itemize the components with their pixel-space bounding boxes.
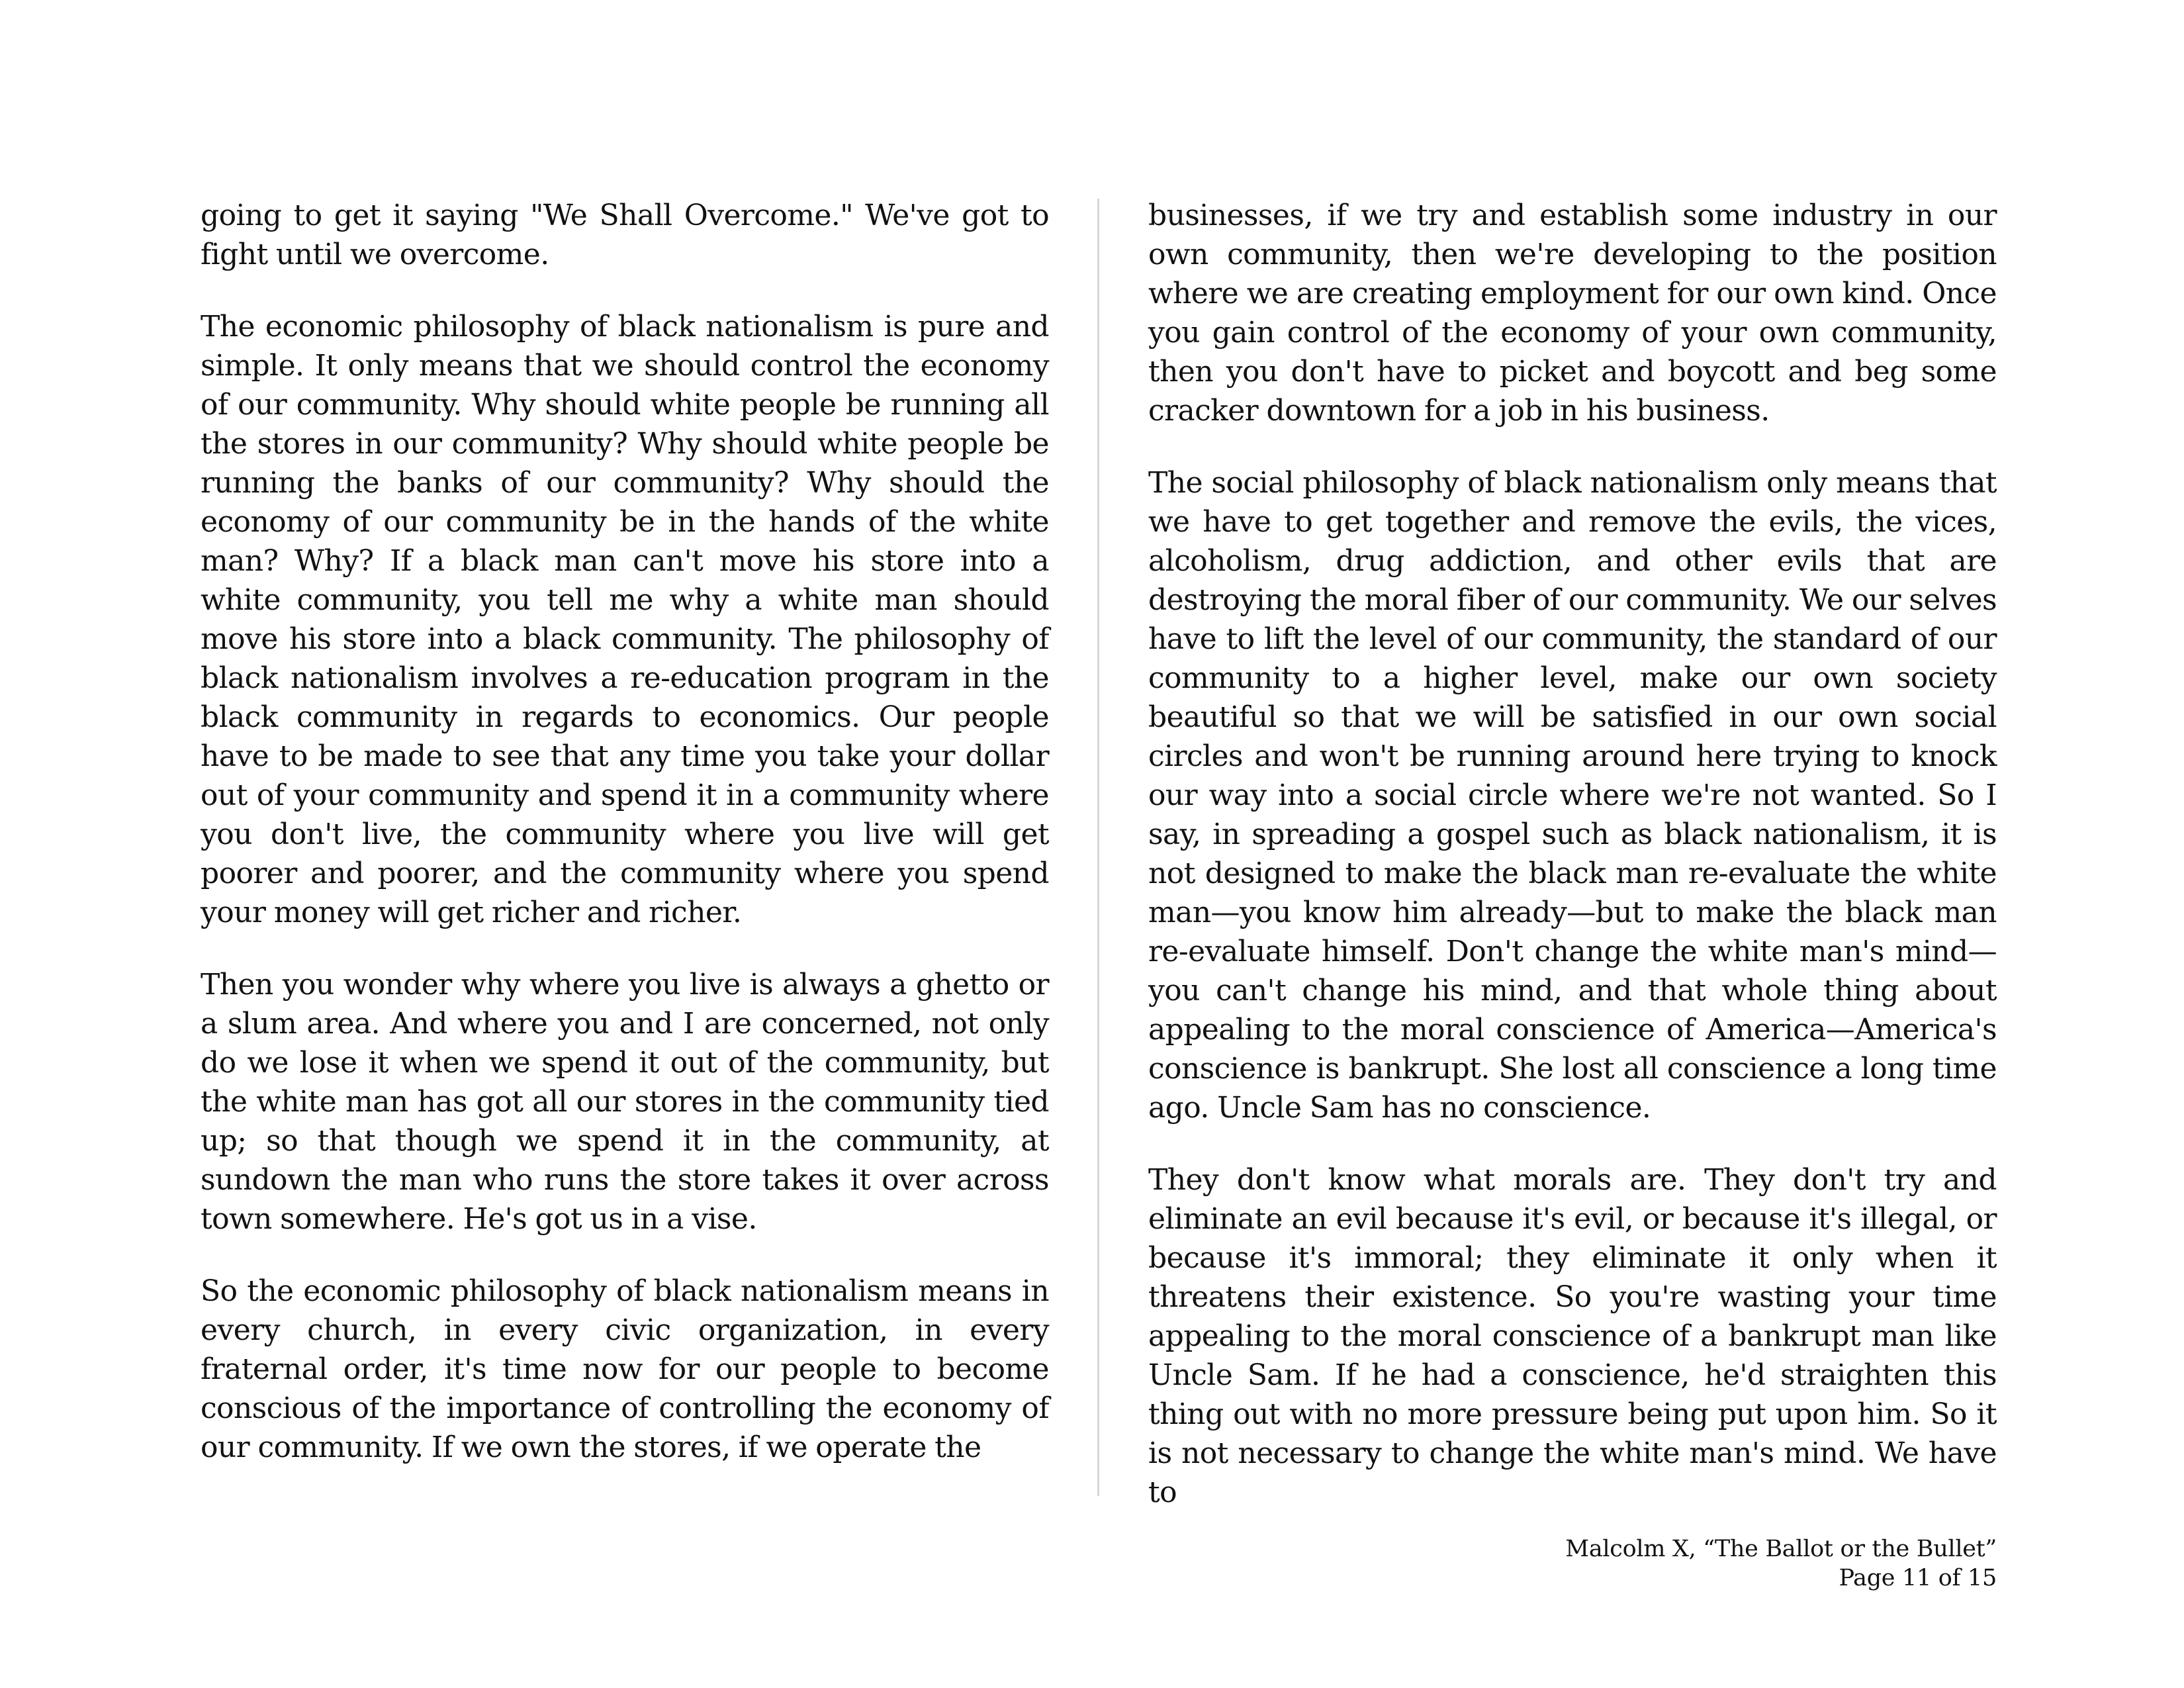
left-column [201,196,1049,1467]
page-footer [1565,1534,1997,1593]
paragraph: The social philosophy of black nationalism only means that we have to get together and remove the evils, the vices, alcoholism, drug addiction, and other evils that are destroying the moral fiber of our community. We our selves have to lift the level of our community, the standard of our community to a higher level, make our own society beautiful so that we will be satisfied in our own social circles and won't be running around here trying to knock our way into a social circle where we're not wanted. So I say, in spreading a gospel such as black nationalism, it is not designed to make the black man re-evaluate the white man—you know him already—but to make the black man re-evaluate himself. Don't change the white man's mind—you can't change his mind, and that whole thing about appealing to the moral conscience of America—America's conscience is bankrupt. She lost all conscience a long time ago. Uncle Sam has no conscience. [1148,466,1997,1125]
paragraph: businesses, if we try and establish some industry in our own community, then we're developing to the position where we are creating employment for our own kind. Once you gain control of the economy of your own community, then you don't have to picket and boycott and beg some cracker downtown for a job in his business. [1148,199,1997,428]
paragraph: So the economic philosophy of black nationalism means in every church, in every civic organization, in every fraternal order, it's time now for our people to become conscious of the importance of controlling the economy of our community. If we own the stores, if we operate the [201,1274,1049,1464]
paragraph: They don't know what morals are. They don't try and eliminate an evil because it's evil, or because it's illegal, or because it's immoral; they eliminate it only when it threatens their existence. So you're wasting your time appealing to the moral conscience of a bankrupt man like Uncle Sam. If he had a conscience, he'd straighten this thing out with no more pressure being put upon him. So it is not necessary to change the white man's mind. We have to [1148,1163,1997,1509]
paragraph: The economic philosophy of black nationalism is pure and simple. It only means that we should control the economy of our community. Why should white people be running all the stores in our community? Why should white people be running the banks of our community? Why should the economy of our community be in the hands of the white man? Why? If a black man can't move his store into a white community, you tell me why a white man should move his store into a black community. The philosophy of black nationalism involves a re-education program in the black community in regards to economics. Our people have to be made to see that any time you take your dollar out of your community and spend it in a community where you don't live, the community where you live will get poorer and poorer, and the community where you spend your money will get richer and richer. [201,310,1049,929]
page-number: Page 11 of 15 [1839,1565,1997,1591]
footer-source: Malcolm X, “The Ballot or the Bullet” [1565,1536,1997,1562]
column-divider [1097,199,1099,1496]
paragraph: going to get it saying "We Shall Overcome." We've got to fight until we overcome. [201,199,1049,271]
paragraph: Then you wonder why where you live is always a ghetto or a slum area. And where you and I are concerned, not only do we lose it when we spend it out of the community, but the white man has got all our stores in the community tied up; so that though we spend it in the community, at sundown the man who runs the store takes it over across town somewhere. He's got us in a vise. [201,968,1049,1236]
right-column [1148,196,1997,1512]
